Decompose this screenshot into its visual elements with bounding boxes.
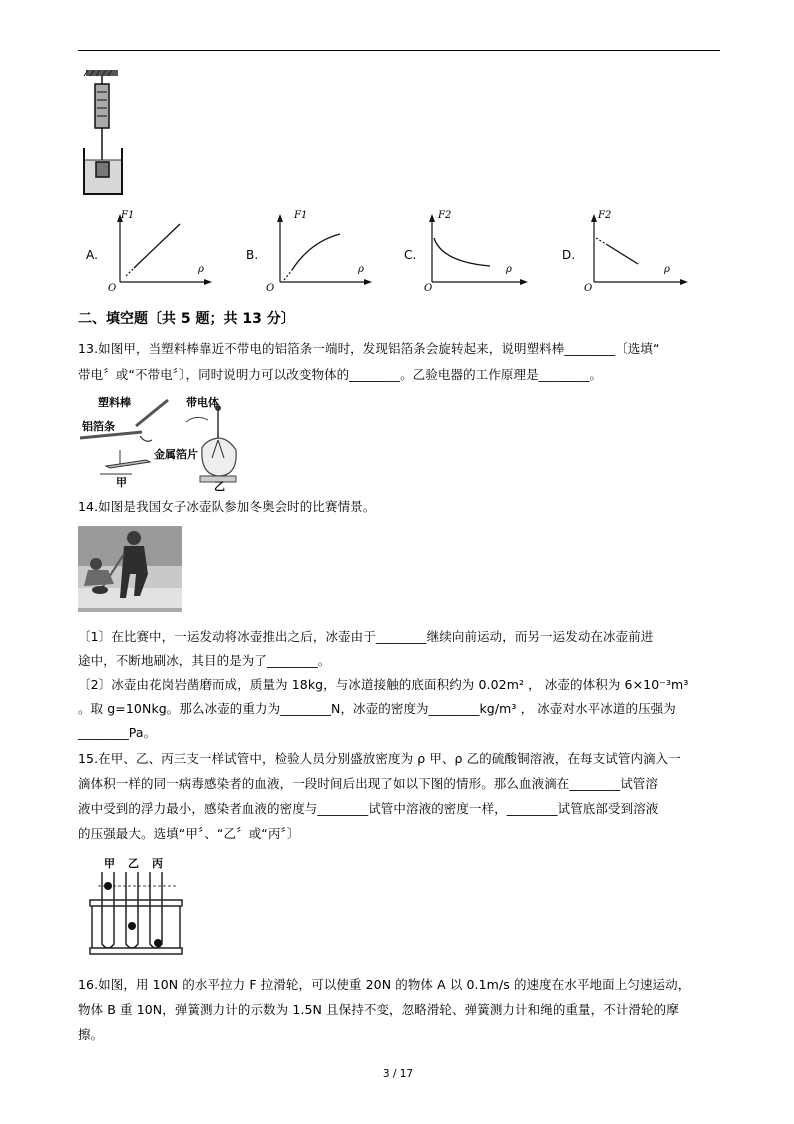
curling-photo <box>78 526 182 612</box>
q13-fig-leaves-label: 金属箔片 <box>154 448 198 461</box>
option-a-letter: A. <box>86 248 99 262</box>
q14-part2-line-3: ________Pa。 <box>78 725 157 740</box>
option-a-origin: O <box>108 283 117 294</box>
option-a-y-label: F1 <box>121 210 135 221</box>
q14-part2-line-2: 。取 g=10Nkg。那么冰壶的重力为________N，冰壶的密度为________kg/m³ ， 冰壶对水平冰道的压强为 <box>78 701 676 716</box>
page-number: 3 / 17 <box>382 1068 414 1080</box>
q13-line-2: 带电〞或“不带电〞〕，同时说明力可以改变物体的________。乙验电器的工作原理是________。 <box>78 367 603 382</box>
q15-test-tubes-figure <box>84 868 190 960</box>
option-d-graph <box>580 210 690 300</box>
q15-line-4: 的压强最大。选填“甲〞、“乙〞或“丙〞〕 <box>78 826 300 841</box>
q15-line-2: 滴体积一样的同一病毒感染者的血液，一段时间后出现了如以下图的情形。那么血液滴在________试管溶 <box>78 776 659 791</box>
q16-line-1: 16.如图，用 10N 的水平拉力 F 拉滑轮，可以使重 20N 的物体 A 以 0.1m/s 的速度在水平地面上匀速运动， <box>78 977 691 992</box>
q13-fig-yi-label: 乙 <box>214 480 225 493</box>
header-rule <box>78 50 720 51</box>
section-title: 二、填空题〔共 5 题；共 13 分〕 <box>78 311 295 327</box>
option-c-x-label: ρ <box>506 264 512 275</box>
option-c-graph <box>420 210 530 300</box>
option-b-letter: B. <box>246 248 259 262</box>
q15-fig-bing-label: 丙 <box>152 857 163 870</box>
option-b-y-label: F1 <box>294 210 308 221</box>
q14-part2-line-1: 〔2〕冰壶由花岗岩凿磨而成，质量为 18kg，与冰道接触的底面积约为 0.02m² ， 冰壶的体积为 6×10⁻³m³ <box>78 677 689 692</box>
option-b-origin: O <box>266 283 275 294</box>
q13-fig-foil-label: 铝箔条 <box>82 420 115 433</box>
q15-fig-yi-label: 乙 <box>128 857 139 870</box>
option-b-graph <box>264 210 374 300</box>
q14-stem: 14.如图是我国女子冰壶队参加冬奥会时的比赛情景。 <box>78 499 376 514</box>
q13-line-1: 13.如图甲，当塑料棒靠近不带电的铝箔条一端时，发现铝箔条会旋转起来，说明塑料棒________〔选填“ <box>78 341 660 356</box>
spring-balance-beaker-figure <box>80 70 128 198</box>
option-c-y-label: F2 <box>438 210 452 221</box>
q14-part1-line-2: 途中，不断地刷冰，其目的是为了________。 <box>78 653 331 668</box>
q13-fig-charged-label: 带电体 <box>186 396 219 409</box>
option-c-origin: O <box>424 283 433 294</box>
q13-fig-jia-label: 甲 <box>116 476 127 489</box>
option-b-x-label: ρ <box>358 264 364 275</box>
option-a-graph <box>104 210 214 300</box>
option-a-x-label: ρ <box>198 264 204 275</box>
q15-line-1: 15.在甲、乙、丙三支一样试管中，检验人员分别盛放密度为 ρ 甲、ρ 乙的硫酸铜溶液，在每支试管内滴入一 <box>78 751 681 766</box>
option-d-x-label: ρ <box>664 264 670 275</box>
q15-fig-jia-label: 甲 <box>104 857 115 870</box>
option-c-letter: C. <box>404 248 417 262</box>
q16-line-3: 擦。 <box>78 1027 104 1042</box>
q16-line-2: 物体 B 重 10N，弹簧测力计的示数为 1.5N 且保持不变，忽略滑轮、弹簧测力计和绳的重量，不计滑轮的摩 <box>78 1002 679 1017</box>
option-d-origin: O <box>584 283 593 294</box>
q14-part1-line-1: 〔1〕在比赛中，一运发动将冰壶推出之后，冰壶由于________继续向前运动，而另一运发动在冰壶前进 <box>78 629 654 644</box>
q13-fig-rod-label: 塑料棒 <box>98 396 131 409</box>
q15-line-3: 液中受到的浮力最小，感染者血液的密度与________试管中溶液的密度一样，________试管底部受到溶液 <box>78 801 659 816</box>
option-d-y-label: F2 <box>598 210 612 221</box>
option-d-letter: D. <box>562 248 576 262</box>
